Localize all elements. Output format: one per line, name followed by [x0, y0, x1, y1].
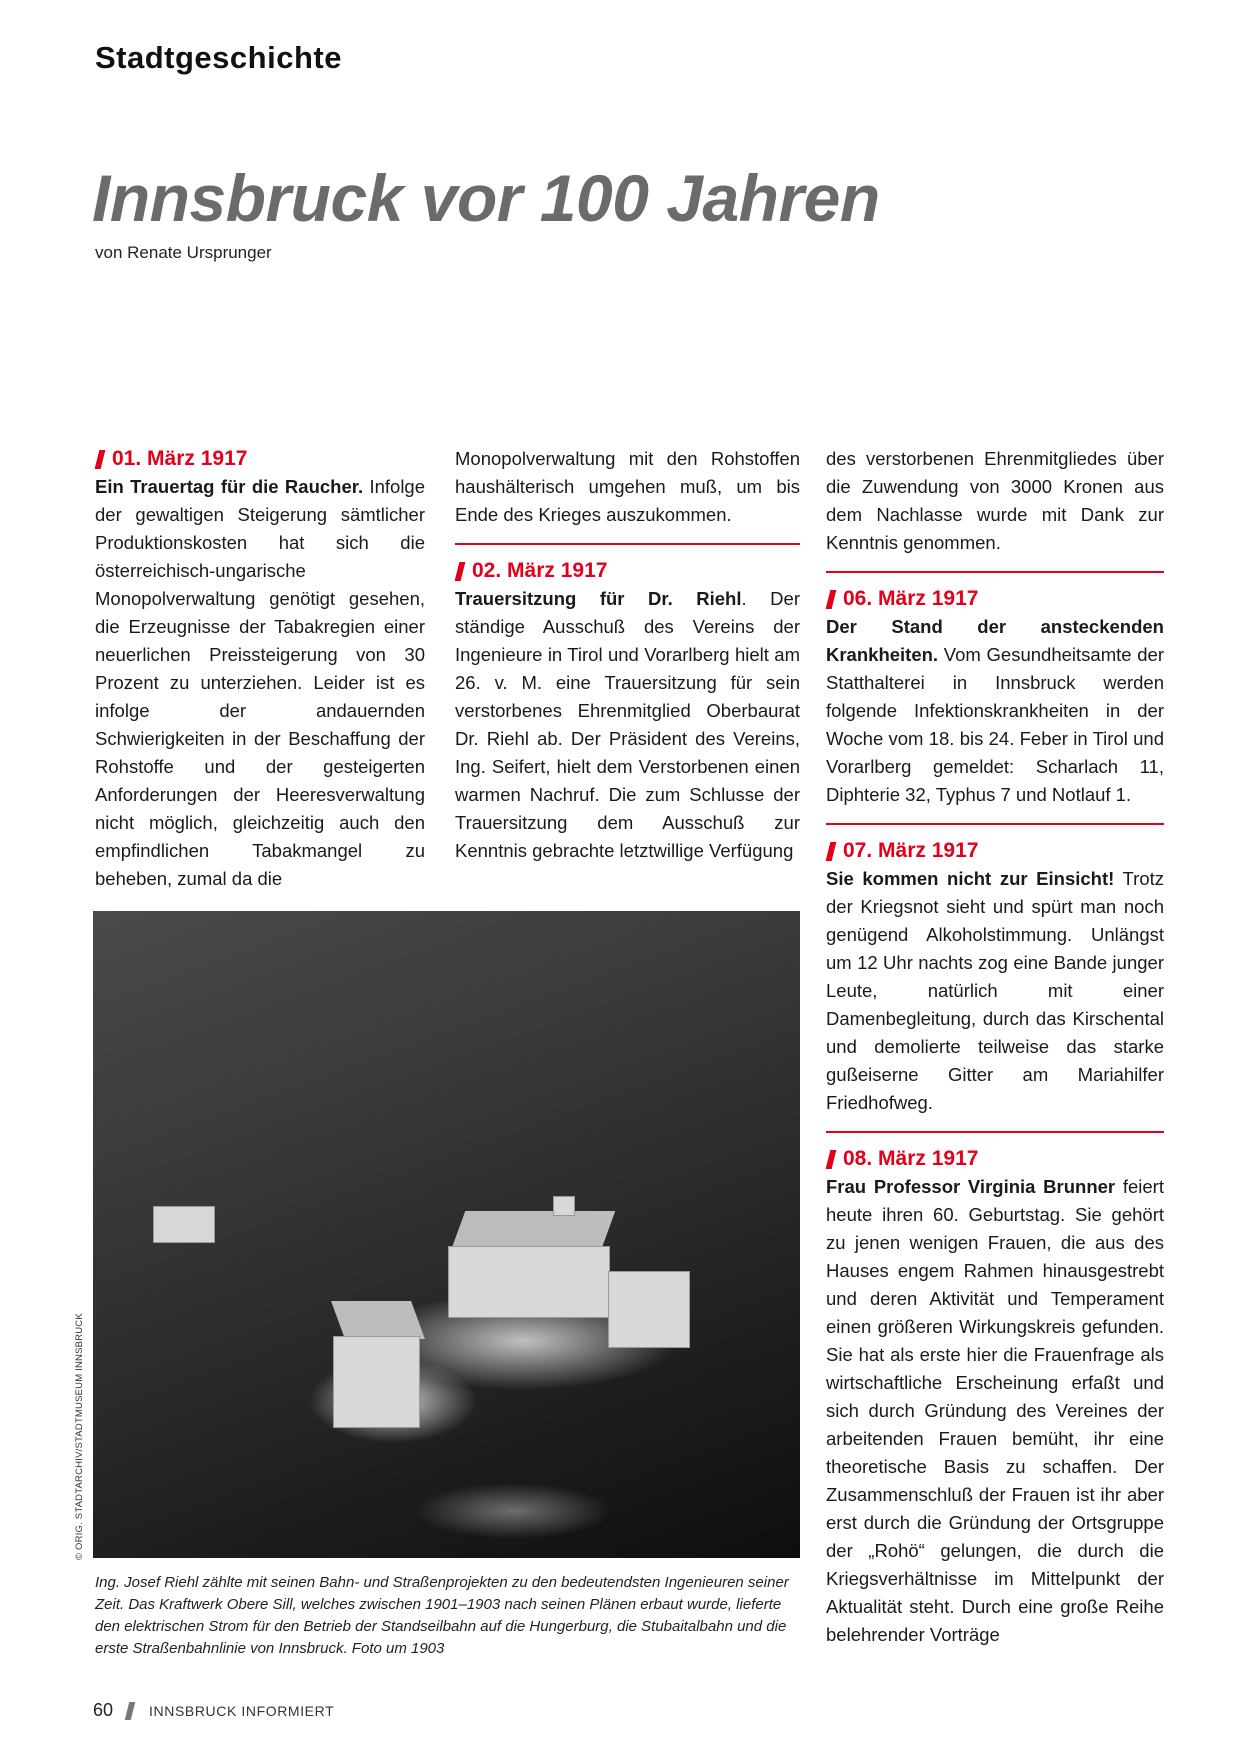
page-footer: [93, 1700, 334, 1721]
entry-lead: Frau Professor Virginia Brunner: [826, 1176, 1116, 1197]
author-byline: von Renate Ursprunger: [95, 243, 272, 262]
entry-lead: Ein Trauertag für die Raucher.: [95, 476, 364, 497]
slash-marker-icon: [125, 1702, 135, 1720]
section-label: Stadtgeschichte: [95, 40, 342, 75]
publication-name: INNSBRUCK INFORMIERT: [149, 1702, 335, 1719]
column-1: [95, 445, 425, 893]
page-title: Innsbruck vor 100 Jahren: [92, 161, 880, 235]
column-2: [455, 445, 800, 865]
building-annex: [608, 1271, 690, 1348]
page-number: 60: [93, 1700, 114, 1720]
slash-marker-icon: [826, 1150, 837, 1169]
entry-date: 06. März 1917: [826, 585, 1164, 613]
building-hut: [153, 1206, 215, 1243]
entry-lead: Trauersitzung für Dr. Riehl: [455, 588, 742, 609]
building-main: [448, 1246, 610, 1318]
entry-body-continued: des verstorbenen Ehrenmitgliedes über die Zuwendung von 3000 Kronen aus dem Nachlasse wurde mit Dank zur Kenntnis genommen.: [826, 448, 1164, 553]
entry-lead: Sie kommen nicht zur Einsicht!: [826, 868, 1115, 889]
building-house: [333, 1336, 420, 1428]
entry-body-continued: Monopolverwaltung mit den Rohstoffen haushälterisch umgehen muß, um bis Ende des Krieges auszukommen.: [455, 448, 800, 525]
building-roof: [331, 1301, 425, 1339]
building-roof: [451, 1211, 616, 1251]
entry-body: Der Stand der ansteckenden Krankheiten. Vom Gesundheitsamte der Statthalterei in Innsbruck werden folgende Infektionskrankheiten in der Woche vom 18. bis 24. Feber in Tirol und Vorarlberg gemeldet: Scharlach 11, Diphterie 32, Typhus 7 und Notlauf 1.: [826, 616, 1164, 805]
photo-credit: © ORIG. STADTARCHIV/STADTMUSEUM INNSBRUCK: [74, 1313, 85, 1560]
column-3: [826, 445, 1164, 1649]
entry-body: Sie kommen nicht zur Einsicht! Trotz der Kriegsnot sieht und spürt man noch genügend Alkoholstimmung. Unlängst um 12 Uhr nachts zog eine Bande junger Leute, natürlich mit einer Damenbegleitung, durch das Kirschental und demolierte teilweise das starke gußeiserne Gitter am Mariahilfer Friedhofweg.: [826, 868, 1164, 1113]
slash-marker-icon: [95, 450, 106, 469]
slash-marker-icon: [826, 590, 837, 609]
building-shed: [553, 1196, 575, 1216]
slash-marker-icon: [455, 562, 466, 581]
entry-body: Frau Professor Virginia Brunner feiert heute ihren 60. Geburtstag. Sie gehört zu jenen wenigen Frauen, die aus des Hauses engem Rahmen hinausgestrebt und deren Aktivität und Temperament einen größeren Wirkungskreis gefunden. Sie hat als erste hier die Frauenfrage als wirtschaftliche Erscheinung erfaßt und sich durch Gründung des Vereines der arbeitenden Frauen bemüht, ihr eine theoretische Basis zu schaffen. Der Zusammenschluß der Frauen ist ihr aber erst durch die Gründung der Ortsgruppe der „Rohö“ gelungen, die durch die Kriegsverhältnisse im Mittelpunkt der Aktualität steht. Durch eine große Reihe belehrender Vorträge: [826, 1176, 1164, 1645]
divider: [455, 543, 800, 545]
photo-caption: Ing. Josef Riehl zählte mit seinen Bahn- und Straßenprojekten zu den bedeutendsten Ingenieuren seiner Zeit. Das Kraftwerk Obere Sill, welches zwischen 1901–1903 nach seinen Plänen erbaut wurde, lieferte den elektrischen Strom für den Betrieb der Standseilbahn auf die Hungerburg, die Stubaitalbahn und die erste Straßenbahnlinie von Innsbruck. Foto um 1903: [95, 1574, 789, 1657]
entry-body: Trauersitzung für Dr. Riehl. Der ständige Ausschuß des Vereins der Ingenieure in Tirol und Vorarlberg hielt am 26. v. M. eine Trauersitzung für sein verstorbenes Ehrenmitglied Oberbaurat Dr. Riehl ab. Der Präsident des Vereins, Ing. Seifert, hielt dem Verstorbenen einen warmen Nachruf. Die zum Schlusse der Trauersitzung dem Ausschuß zur Kenntnis gebrachte letztwillige Verfügung: [455, 588, 800, 861]
entry-date: 07. März 1917: [826, 837, 1164, 865]
entry-body: Ein Trauertag für die Raucher. Infolge der gewaltigen Steigerung sämtlicher Produktionskosten hat sich die österreichisch-ungarische Monopolverwaltung genötigt gesehen, die Erzeugnisse der Tabakregien einer neuerlichen Preissteigerung von 30 Prozent zu unterziehen. Leider ist es infolge der andauernden Schwierigkeiten in der Beschaffung der Rohstoffe und der gesteigerten Anforderungen der Heeresverwaltung nicht möglich, gleichzeitig auch den empfindlichen Tabakmangel zu beheben, zumal da die: [95, 476, 426, 889]
divider: [826, 1131, 1164, 1133]
entry-lead: Der Stand der ansteckenden Krankheiten.: [826, 616, 1164, 665]
divider: [826, 823, 1164, 825]
entry-date: 02. März 1917: [455, 557, 800, 585]
historic-photo: [93, 911, 800, 1558]
entry-date: 08. März 1917: [826, 1145, 1164, 1173]
entry-date: 01. März 1917: [95, 445, 425, 473]
slash-marker-icon: [826, 842, 837, 861]
divider: [826, 571, 1164, 573]
